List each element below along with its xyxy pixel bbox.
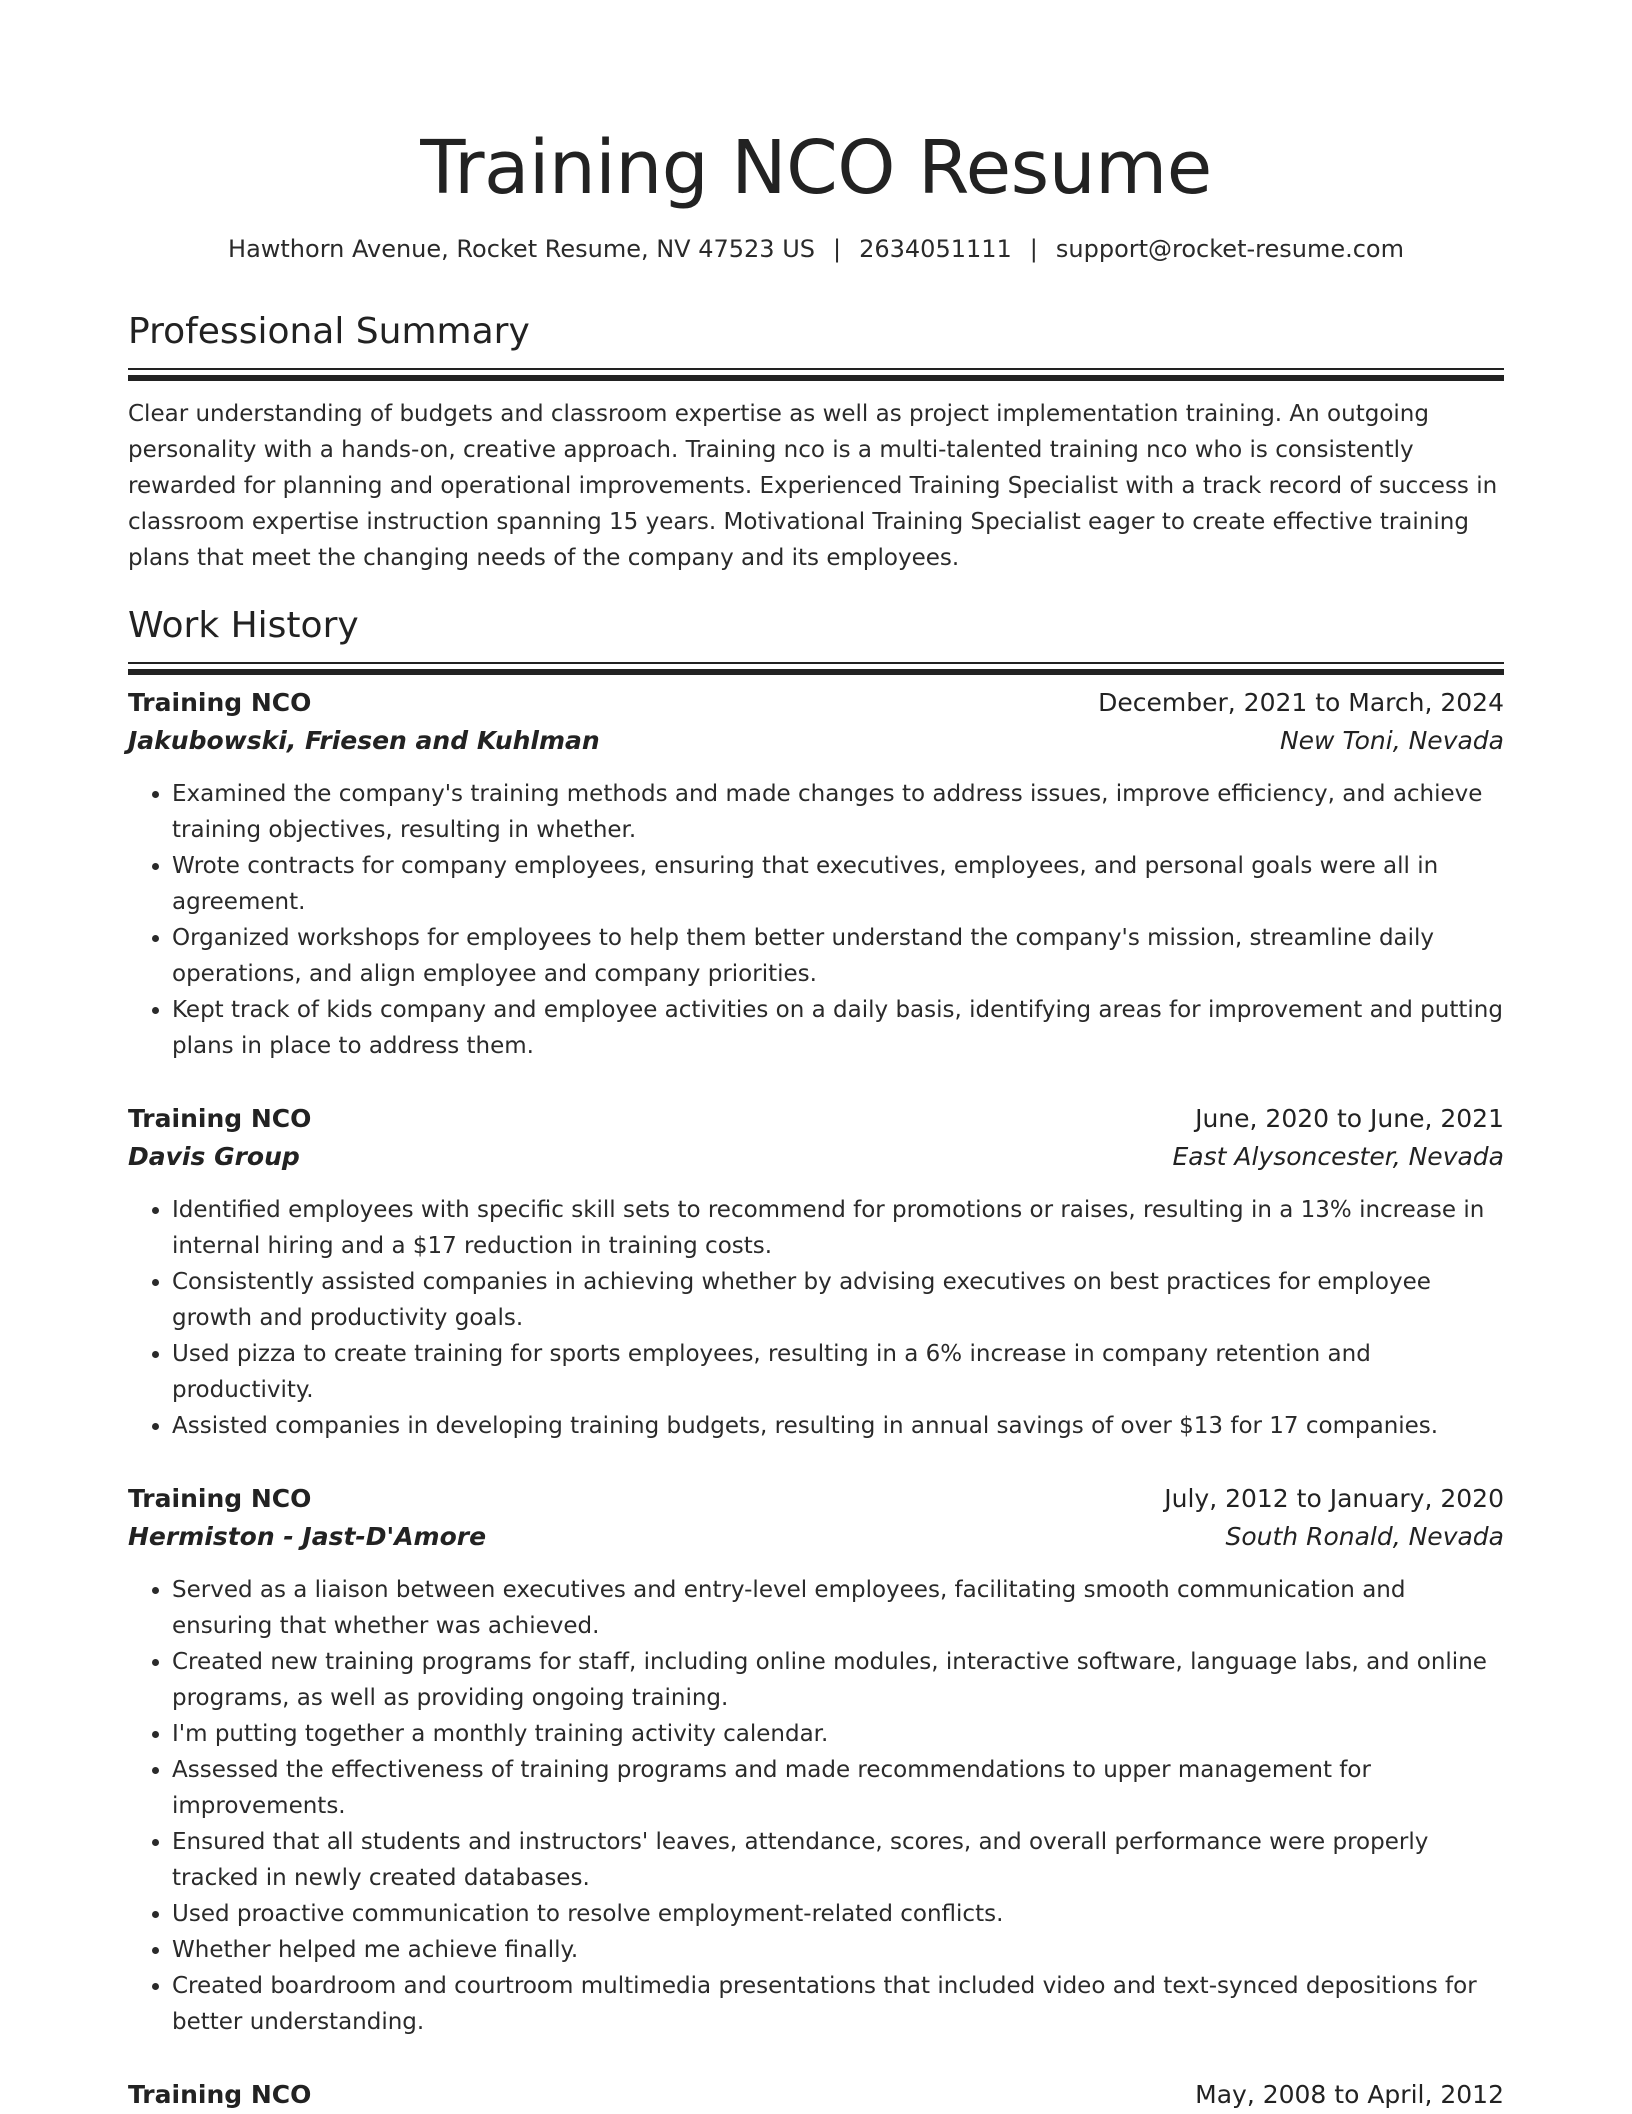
job-subheader: [128, 1518, 1504, 1556]
job-bullet: • Served as a liaison between executives and entry-level employees, facilitating smooth communication and ensuring that whether was achieved.: [172, 1572, 1504, 1644]
work-history-section: [128, 604, 1504, 2114]
contact-phone: 2634051111: [859, 235, 1012, 263]
job-subheader: [128, 722, 1504, 760]
job-location: East Alysoncester, Nevada: [1172, 1142, 1504, 1171]
job-header: [128, 1100, 1504, 1138]
job-bullet: • Created boardroom and courtroom multimedia presentations that included video and text-synced depositions for better understanding.: [172, 1968, 1504, 2040]
job-header: [128, 1480, 1504, 1518]
job-entry: [128, 1480, 1504, 2040]
job-entry: [128, 2076, 1504, 2114]
job-company: Davis Group: [128, 1142, 300, 1171]
job-bullet: • Created new training programs for staff, including online modules, interactive software, language labs, and online programs, as well as providing ongoing training.: [172, 1644, 1504, 1716]
job-entry: [128, 1100, 1504, 1444]
job-entry: [128, 684, 1504, 1064]
contact-address: Hawthorn Avenue, Rocket Resume, NV 47523 US: [228, 235, 815, 263]
job-company: Hermiston - Jast-D'Amore: [128, 1522, 487, 1551]
job-bullets: [128, 776, 1504, 1064]
job-bullet: • Ensured that all students and instructors' leaves, attendance, scores, and overall performance were properly tracked in newly created databases.: [172, 1824, 1504, 1896]
job-subheader: [128, 1138, 1504, 1176]
job-bullet: • I'm putting together a monthly training activity calendar.: [172, 1716, 1504, 1752]
job-header: [128, 2076, 1504, 2114]
section-title-summary: Professional Summary: [128, 311, 530, 352]
contact-email[interactable]: support@rocket-resume.com: [1055, 235, 1404, 263]
job-bullet: • Wrote contracts for company employees, ensuring that executives, employees, and personal goals were all in agreement.: [172, 848, 1504, 920]
contact-separator: |: [833, 235, 842, 263]
job-header: [128, 684, 1504, 722]
summary-text: Clear understanding of budgets and classroom expertise as well as project implementation training. An outgoing personality with a hands-on, creative approach. Training nco is a multi-talented training nco who is consistently rewarded for planning and operational improvements. Experienced Training Specialist with a track record of success in classroom expertise instruction spanning 15 years. Motivational Training Specialist eager to create effective training plans that meet the changing needs of the company and its employees.: [128, 401, 1498, 571]
job-bullet: • Examined the company's training methods and made changes to address issues, improve efficiency, and achieve training objectives, resulting in whether.: [172, 776, 1504, 848]
resume-page: [128, 0, 1504, 2114]
job-bullets: [128, 1572, 1504, 2040]
job-title: Training NCO: [128, 2080, 312, 2109]
job-title: Training NCO: [128, 688, 312, 717]
professional-summary-section: [128, 310, 1504, 576]
job-title: Training NCO: [128, 1104, 312, 1133]
job-dates: July, 2012 to January, 2020: [1164, 1484, 1504, 1513]
contact-line: [128, 234, 1504, 264]
job-title: Training NCO: [128, 1484, 312, 1513]
job-location: New Toni, Nevada: [1279, 726, 1504, 755]
job-bullet: • Used pizza to create training for sports employees, resulting in a 6% increase in company retention and productivity.: [172, 1336, 1504, 1408]
job-bullets: [128, 1192, 1504, 1444]
job-bullet: • Consistently assisted companies in achieving whether by advising executives on best practices for employee growth and productivity goals.: [172, 1264, 1504, 1336]
contact-separator: |: [1029, 235, 1038, 263]
resume-name: Training NCO Resume: [420, 125, 1212, 211]
job-location: South Ronald, Nevada: [1225, 1522, 1504, 1551]
section-title-work: Work History: [128, 605, 359, 646]
job-bullet: • Assisted companies in developing training budgets, resulting in annual savings of over $13 for 17 companies.: [172, 1408, 1504, 1444]
job-dates: May, 2008 to April, 2012: [1195, 2080, 1504, 2109]
job-bullet: • Assessed the effectiveness of training programs and made recommendations to upper management for improvements.: [172, 1752, 1504, 1824]
job-company: Jakubowski, Friesen and Kuhlman: [128, 726, 600, 755]
job-bullet: • Used proactive communication to resolve employment-related conflicts.: [172, 1896, 1504, 1932]
job-bullet: • Identified employees with specific skill sets to recommend for promotions or raises, resulting in a 13% increase in internal hiring and a $17 reduction in training costs.: [172, 1192, 1504, 1264]
job-bullet: • Organized workshops for employees to help them better understand the company's mission, streamline daily operations, and align employee and company priorities.: [172, 920, 1504, 992]
job-dates: December, 2021 to March, 2024: [1098, 688, 1504, 717]
section-divider: [128, 368, 1504, 370]
job-bullet: • Kept track of kids company and employee activities on a daily basis, identifying areas for improvement and putting plans in place to address them.: [172, 992, 1504, 1064]
section-divider: [128, 662, 1504, 664]
job-bullet: • Whether helped me achieve finally.: [172, 1932, 1504, 1968]
job-dates: June, 2020 to June, 2021: [1195, 1104, 1504, 1133]
